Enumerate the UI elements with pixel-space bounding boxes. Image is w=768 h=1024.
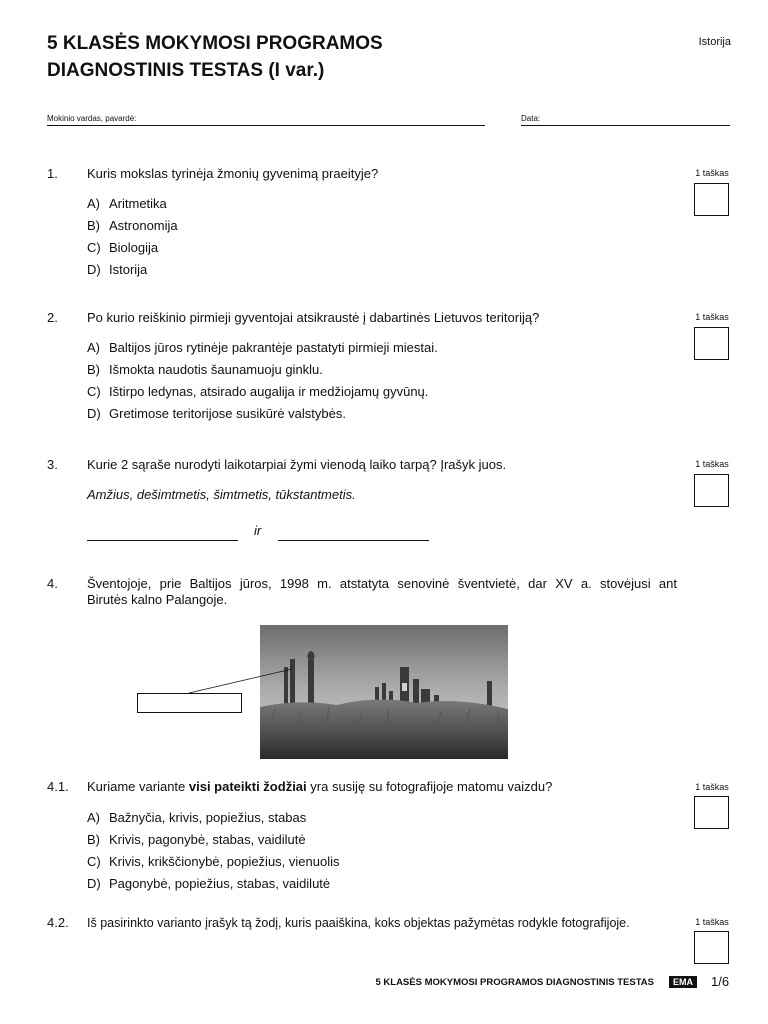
option-b[interactable]: B) Krivis, pagonybė, stabas, vaidilutė [87,832,306,847]
question-4-2-points: 1 taškas [695,917,729,927]
question-4-2-text: Iš pasirinkto varianto įrašyk tą žodį, kuris paaiškina, koks objektas pažymėtas rodykle fotografijoje. [87,916,630,930]
question-1-text: Kuris mokslas tyrinėja žmonių gyvenimą praeityje? [87,166,379,181]
question-4-text-line-2: Birutės kalno Palangoje. [87,592,228,607]
photo-label-box[interactable] [138,694,242,713]
option-a[interactable]: A) Baltijos jūros rytinėje pakrantėje pastatyti pirmieji miestai. [87,340,438,355]
question-1-points: 1 taškas [695,168,729,178]
question-3-text: Kurie 2 sąraše nurodyti laikotarpiai žymi vienodą laiko tarpą? Įrašyk juos. [87,457,507,472]
question-3-answer-box[interactable] [694,474,729,507]
option-a[interactable]: A) Aritmetika [87,196,167,211]
ema-badge: EMA [669,976,697,988]
question-1-options [87,193,178,281]
question-4-2-answer-box[interactable] [694,931,729,964]
question-1-number: 1. [47,166,58,181]
date-field[interactable] [521,125,730,126]
question-2-text: Po kurio reiškinio pirmieji gyventojai atsikraustė į dabartinės Lietuvos teritoriją? [87,310,540,325]
question-4-1-number: 4.1. [47,779,69,794]
question-3-term-list: Amžius, dešimtmetis, šimtmetis, tūkstantmetis. [87,487,356,502]
date-label: Data: [521,114,541,123]
student-name-label: Mokinio vardas, pavardė: [47,114,137,123]
question-3-points: 1 taškas [695,459,729,469]
question-3-connector: ir [254,523,262,538]
question-4-2-number: 4.2. [47,915,69,930]
question-4-number: 4. [47,576,58,591]
option-a[interactable]: A) Bažnyčia, krivis, popiežius, stabas [87,810,307,825]
question-3-answer-line-2[interactable] [278,540,429,541]
option-d[interactable]: D) Gretimose teritorijose susikūrė valstybės. [87,406,346,421]
question-2-options [87,337,438,425]
shrine-photo [137,625,509,760]
title-line-1: 5 KLASĖS MOKYMOSI PROGRAMOS [47,33,383,54]
option-d[interactable]: D) Istorija [87,262,148,277]
question-4-1-answer-box[interactable] [694,796,729,829]
option-b[interactable]: B) Išmokta naudotis šaunamuoju ginklu. [87,362,323,377]
page-title [47,30,383,84]
student-name-field[interactable] [47,125,485,126]
page-number: 1/6 [711,974,730,989]
option-b[interactable]: B) Astronomija [87,218,178,233]
question-2-points: 1 taškas [695,312,729,322]
question-4-text-line-1: Šventojoje, prie Baltijos jūros, 1998 m. atstatyta senovinė šventvietė, dar XV a. stovėjusi ant [87,576,677,591]
question-3-number: 3. [47,457,58,472]
question-4-1-text: Kuriame variante visi pateikti žodžiai yra susiję su fotografijoje matomu vaizdu? [87,779,553,794]
subject-label: Istorija [698,36,731,48]
question-3-answer-line-1[interactable] [87,540,238,541]
question-2-answer-box[interactable] [694,327,729,360]
question-4-1-options [87,807,339,895]
question-2-number: 2. [47,310,58,325]
question-1-answer-box[interactable] [694,183,729,216]
title-line-2: DIAGNOSTINIS TESTAS (I var.) [47,60,325,81]
option-c[interactable]: C) Krivis, krikščionybė, popiežius, vienuolis [87,854,340,869]
photo-dune-grass [260,699,508,759]
option-c[interactable]: C) Biologija [87,240,159,255]
question-4-1-points: 1 taškas [695,782,729,792]
footer-title: 5 KLASĖS MOKYMOSI PROGRAMOS DIAGNOSTINIS TESTAS [375,977,654,988]
option-d[interactable]: D) Pagonybė, popiežius, stabas, vaidilutė [87,876,331,891]
option-c[interactable]: C) Ištirpo ledynas, atsirado augalija ir medžiojamų gyvūnų. [87,384,429,399]
